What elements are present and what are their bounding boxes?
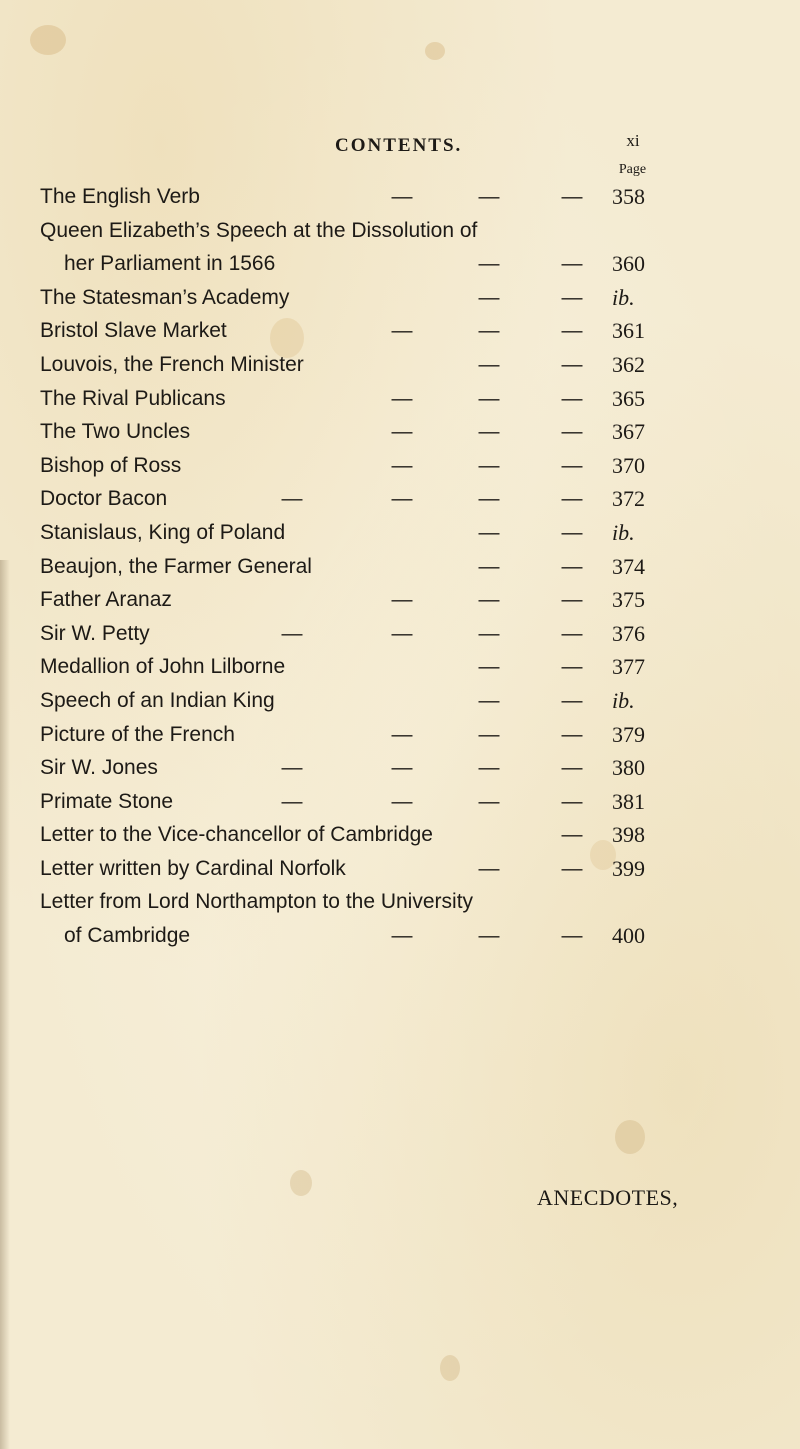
leader-dash: —: [478, 688, 500, 712]
leader-dash: —: [281, 756, 303, 780]
leader-dash: —: [478, 285, 500, 309]
leader-dash: —: [478, 352, 500, 376]
contents-entry: [40, 684, 670, 718]
leader-dash: —: [478, 185, 500, 208]
leader-dash: —: [561, 185, 583, 208]
entry-page-number: ib.: [612, 687, 635, 713]
entry-page-number: 358: [612, 184, 645, 209]
contents-entry: [40, 885, 670, 919]
paper-stain: [290, 1170, 312, 1196]
catchword: ANECDOTES,: [537, 1185, 679, 1210]
leader-dash: —: [561, 756, 583, 780]
contents-entry: [40, 751, 670, 785]
contents-entry: [40, 281, 670, 315]
entry-title: Medallion of John Lilborne: [40, 655, 286, 679]
contents-entry: [40, 617, 670, 651]
contents-entry: [40, 650, 670, 684]
entry-page-number: 360: [612, 251, 645, 277]
leader-dash: —: [478, 722, 500, 746]
contents-entry: [40, 348, 670, 382]
entry-page-number: 377: [612, 654, 645, 680]
entry-page-number: 379: [612, 721, 645, 747]
leader-dash: —: [561, 420, 583, 444]
entry-title: Picture of the French: [40, 722, 235, 746]
contents-entry: [40, 550, 670, 584]
paper-stain: [615, 1120, 645, 1154]
entry-title: Letter written by Cardinal Norfolk: [40, 856, 346, 880]
entry-page-number: 400: [612, 923, 645, 949]
entry-page-number: ib.: [612, 519, 635, 545]
leader-dash: —: [561, 319, 583, 343]
leader-dash: —: [561, 453, 583, 477]
leader-dash: —: [281, 621, 303, 645]
leader-dash: —: [391, 621, 413, 645]
leader-dash: —: [561, 588, 583, 612]
contents-entry: [40, 818, 670, 852]
entry-page-number: 381: [612, 788, 645, 814]
entry-title: Primate Stone: [40, 789, 174, 813]
binding-shadow: [0, 560, 10, 1449]
entry-page-number: 380: [612, 755, 645, 781]
contents-entry: [40, 180, 670, 214]
contents-entry: [40, 482, 670, 516]
leader-dash: —: [478, 420, 500, 444]
entry-page-number: 372: [612, 486, 645, 512]
entry-page-number: 365: [612, 385, 645, 411]
entry-page-number: 375: [612, 587, 645, 613]
leader-dash: —: [478, 789, 500, 813]
leader-dash: —: [561, 856, 583, 880]
leader-dash: —: [478, 453, 500, 477]
leader-dash: —: [281, 487, 303, 511]
leader-dash: —: [561, 924, 583, 948]
entry-page-number: 361: [612, 318, 645, 344]
header-title: CONTENTS.: [335, 135, 463, 156]
contents-entry: [40, 583, 670, 617]
entry-title: Queen Elizabeth’s Speech at the Dissolution of: [40, 218, 478, 242]
leader-dash: —: [561, 655, 583, 679]
leader-dash: —: [478, 252, 500, 276]
page-column-label: Page: [618, 162, 647, 177]
leader-dash: —: [281, 789, 303, 813]
entry-title: Stanislaus, King of Poland: [40, 520, 286, 544]
entry-title: The Statesman’s Academy: [40, 285, 290, 309]
entry-page-number: 398: [612, 822, 645, 848]
leader-dash: —: [478, 588, 500, 612]
contents-entry: [40, 214, 670, 248]
entry-page-number: 399: [612, 855, 645, 881]
contents-entry: [40, 415, 670, 449]
leader-dash: —: [561, 688, 583, 712]
leader-dash: —: [561, 252, 583, 276]
entry-page-number: 367: [612, 419, 645, 445]
leader-dash: —: [561, 352, 583, 376]
entry-title: Bishop of Ross: [40, 453, 182, 477]
entry-title: Bristol Slave Market: [40, 319, 227, 343]
contents-entry: [40, 516, 670, 550]
leader-dash: —: [478, 520, 500, 544]
leader-dash: —: [561, 823, 583, 847]
contents-entry: [40, 852, 670, 886]
leader-dash: —: [561, 789, 583, 813]
leader-dash: —: [391, 420, 413, 444]
entry-title: Sir W. Petty: [40, 621, 150, 645]
entry-title: Father Aranaz: [40, 588, 172, 612]
leader-dash: —: [561, 554, 583, 578]
entry-title: Doctor Bacon: [40, 487, 168, 511]
leader-dash: —: [478, 756, 500, 780]
leader-dash: —: [391, 924, 413, 948]
entry-title: The Rival Publicans: [40, 386, 226, 410]
entry-page-number: ib.: [612, 284, 635, 310]
contents-entry: [40, 718, 670, 752]
leader-dash: —: [391, 453, 413, 477]
contents-entry: [40, 785, 670, 819]
paper-stain: [425, 42, 445, 60]
leader-dash: —: [391, 185, 413, 208]
leader-dash: —: [561, 487, 583, 511]
leader-dash: —: [478, 655, 500, 679]
entry-title: Sir W. Jones: [40, 756, 158, 780]
leader-dash: —: [478, 386, 500, 410]
contents-entry: [40, 919, 670, 953]
contents-entry: [40, 247, 670, 281]
leader-dash: —: [478, 554, 500, 578]
contents-entry: [40, 314, 670, 348]
paper-stain: [440, 1355, 460, 1381]
entry-title: Speech of an Indian King: [40, 688, 275, 712]
entry-title: Letter from Lord Northampton to the University: [40, 890, 474, 914]
leader-dash: —: [391, 789, 413, 813]
entry-title: her Parliament in 1566: [64, 252, 276, 276]
entry-title: The English Verb: [40, 185, 200, 208]
entry-page-number: 362: [612, 351, 645, 377]
leader-dash: —: [561, 621, 583, 645]
leader-dash: —: [391, 319, 413, 343]
entry-title: Beaujon, the Farmer General: [40, 554, 312, 578]
leader-dash: —: [391, 386, 413, 410]
leader-dash: —: [561, 520, 583, 544]
contents-entry: [40, 449, 670, 483]
folio-number: xi: [626, 131, 640, 150]
leader-dash: —: [478, 621, 500, 645]
leader-dash: —: [561, 722, 583, 746]
leader-dash: —: [561, 386, 583, 410]
leader-dash: —: [478, 856, 500, 880]
entry-title: Louvois, the French Minister: [40, 352, 304, 376]
entry-title: The Two Uncles: [40, 420, 191, 444]
entry-title: of Cambridge: [64, 924, 191, 948]
contents-list: [40, 180, 670, 953]
entry-page-number: 370: [612, 452, 645, 478]
leader-dash: —: [478, 924, 500, 948]
entry-title: Letter to the Vice-chancellor of Cambridge: [40, 823, 433, 847]
paper-stain: [30, 25, 66, 55]
leader-dash: —: [478, 487, 500, 511]
leader-dash: —: [391, 756, 413, 780]
contents-entry: [40, 382, 670, 416]
leader-dash: —: [391, 487, 413, 511]
entry-page-number: 376: [612, 620, 645, 646]
leader-dash: —: [478, 319, 500, 343]
entry-page-number: 374: [612, 553, 645, 579]
leader-dash: —: [391, 722, 413, 746]
leader-dash: —: [391, 588, 413, 612]
leader-dash: —: [561, 285, 583, 309]
running-header: [0, 131, 800, 165]
